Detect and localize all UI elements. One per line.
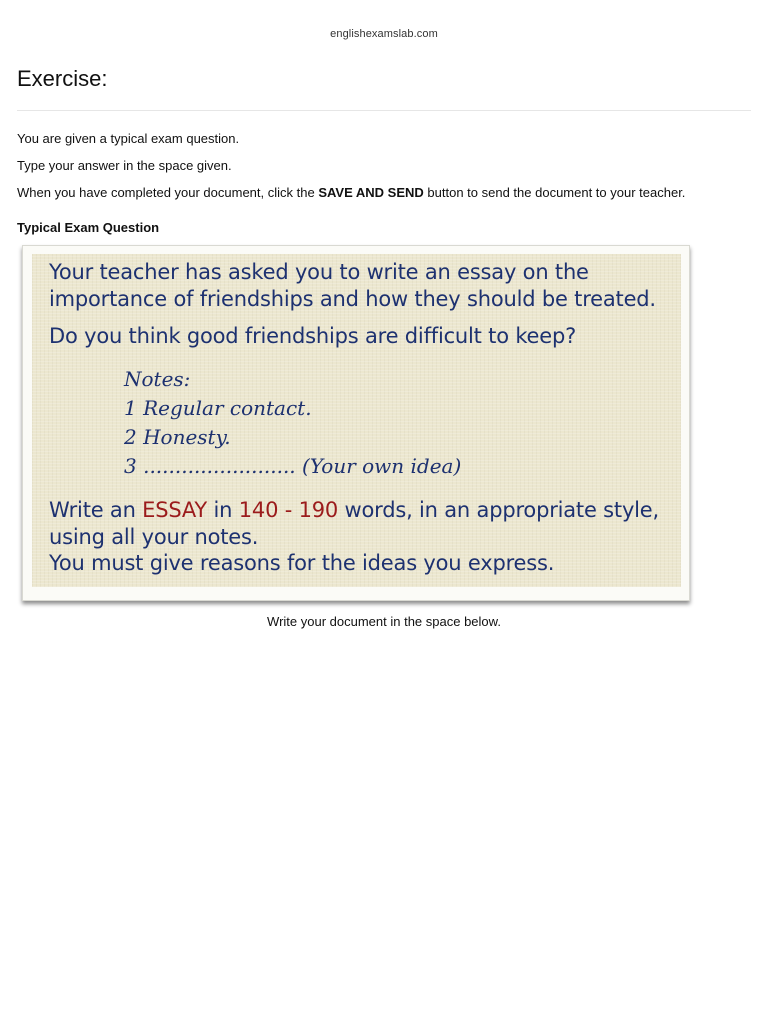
exam-question-card [32,254,681,587]
instruction-after: button to send the document to your teacher. [423,185,686,200]
site-name: englishexamslab.com [330,28,438,40]
save-and-send-label: SAVE AND SEND [318,185,424,200]
note-item-1: 1 Regular contact. [124,396,312,420]
task-line-1 [49,498,659,522]
page-title: Exercise: [17,66,108,91]
instruction-before: When you have completed your document, click the [17,185,319,200]
task-mid: in [207,498,239,522]
task-line-3: You must give reasons for the ideas you express. [49,551,555,575]
intro-line-2: Type your answer in the space given. [17,158,232,173]
task-prefix: Write an [49,498,143,522]
note-item-3: 3 ........................ (Your own idea) [124,454,462,478]
question-line-2: importance of friendships and how they should be treated. [49,287,656,311]
notes-heading: Notes: [124,367,191,391]
section-heading: Typical Exam Question [17,220,160,235]
save-send-instruction [17,185,685,200]
question-line-3: Do you think good friendships are difficult to keep? [49,324,577,348]
title-divider [17,110,751,111]
word-range: 140 - 190 [238,498,339,522]
task-type: ESSAY [142,498,208,522]
task-suffix: words, in an appropriate style, [338,498,659,522]
note-item-2: 2 Honesty. [124,425,231,449]
exam-question-image [22,245,690,601]
intro-line-1: You are given a typical exam question. [17,131,240,146]
write-below-instruction: Write your document in the space below. [267,614,501,629]
question-line-1: Your teacher has asked you to write an essay on the [49,260,589,284]
task-line-2: using all your notes. [49,525,259,549]
